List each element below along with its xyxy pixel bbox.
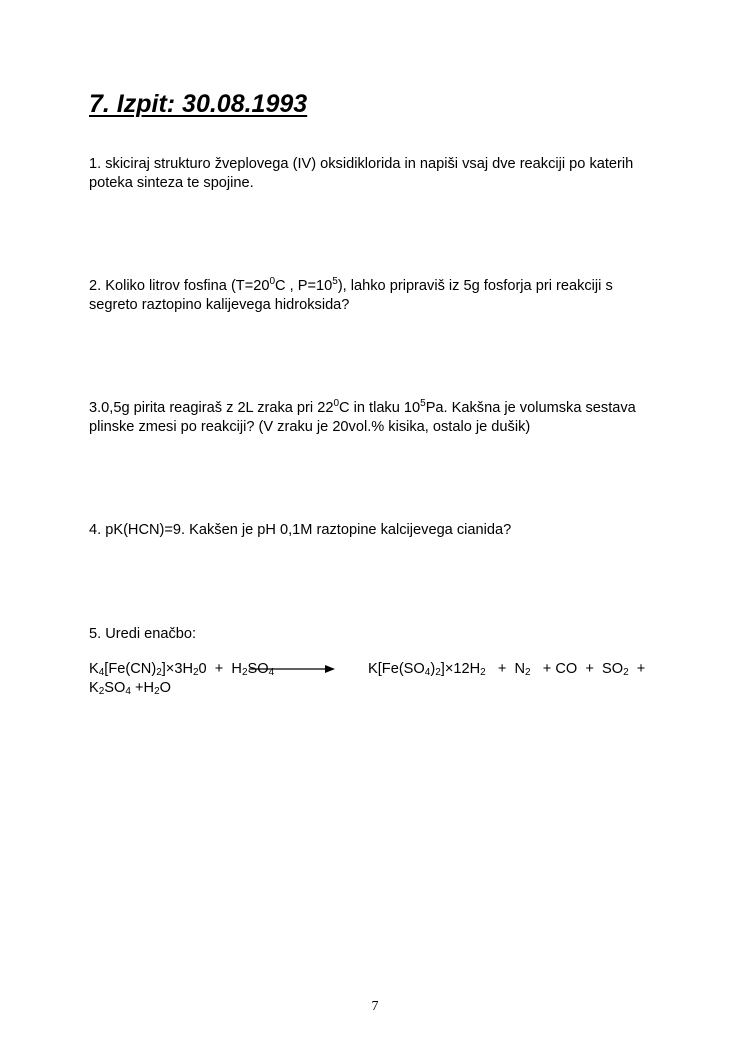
equation-continuation: $K_2SO_4 +H_2O$ [89,680,171,697]
question-2 [89,277,669,315]
question-2-line-1: 2. Koliko litrov fosfina ($T=20^0C$ , $P=10^5$), lahko pripraviš iz 5g fosforja pri reakciji s [89,276,613,294]
question-3-line-1: 3.0,5g pirita reagiraš z 2L zraka pri $22^0C$ in tlaku $10^5Pa$. Kakšna je volumska sestava [89,398,636,416]
equation-reactants: $K_4[Fe(CN)_2]\times 3H_20 + H_2SO_4$ [89,661,275,678]
page-title: 7. Izpit: 30.08.1993 [89,90,308,118]
question-1-line-1: 1. skiciraj strukturo žveplovega (IV) oksidiklorida in napiši vsaj dve reakciji po katerih [89,156,634,172]
equation-products: $K[Fe(SO_4)_2]\times 12H_2 + N_2$ + CO + $SO_2$ + [368,661,646,678]
question-1-line-2: poteka sinteza te spojine. [89,175,254,191]
question-1 [89,155,669,193]
question-3-line-2: plinske zmesi po reakciji? (V zraku je 20vol.% kisika, ostalo je dušik) [89,419,531,435]
reaction-arrow-icon [249,662,335,676]
question-5-text: 5. Uredi enačbo: [89,626,197,642]
chemical-equation [89,660,669,680]
question-5 [89,625,669,644]
question-3 [89,399,669,437]
question-4 [89,521,669,540]
page-number: 7 [371,999,379,1014]
question-4-text: 4. pK(HCN)=9. Kakšen je pH 0,1M raztopine kalcijevega cianida? [89,522,512,538]
question-2-line-2: segreto raztopino kalijevega hidroksida? [89,297,350,313]
